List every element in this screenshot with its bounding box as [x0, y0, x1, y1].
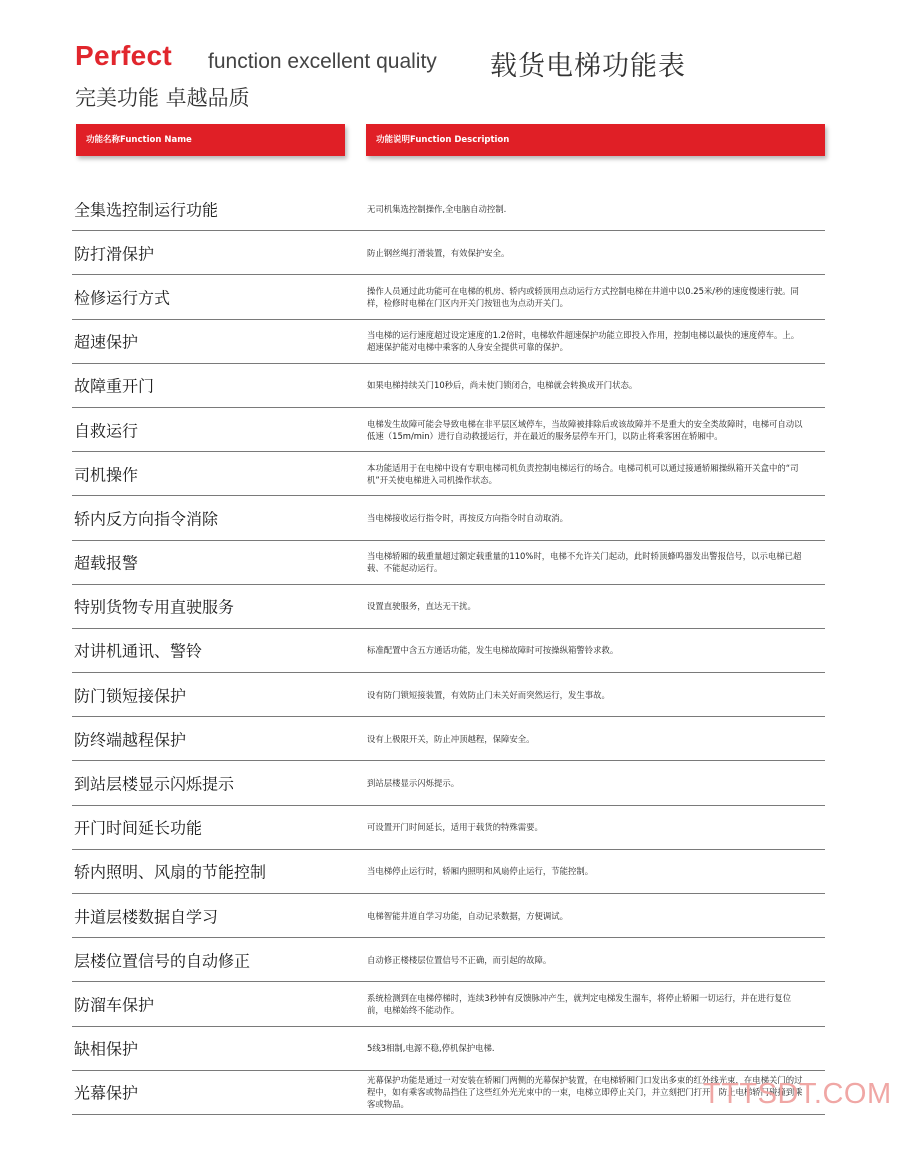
brand-tagline: function excellent quality: [208, 50, 437, 73]
table-row: [72, 761, 825, 805]
function-name: 到站层楼显示闪烁提示: [74, 774, 235, 794]
function-description: 标准配置中含五方通话功能，发生电梯故障时可按操纵箱警铃求救。: [367, 645, 619, 656]
function-name: 防打滑保护: [74, 244, 155, 264]
table-row: [72, 585, 825, 629]
function-description: 当电梯的运行速度超过设定速度的1.2倍时，电梯软件超速保护功能立即投入作用，控制电梯以最快的速度停车。上。超速保护能对电梯中乘客的人身安全提供可靠的保护。: [367, 330, 800, 353]
function-name: 轿内反方向指令消除: [74, 509, 219, 529]
function-name: 开门时间延长功能: [74, 818, 203, 838]
page-title: 载货电梯功能表: [490, 51, 686, 82]
table-row: [72, 320, 825, 364]
table-row: [72, 629, 825, 673]
brand-headline: Perfect: [75, 40, 173, 71]
page-subtitle: 完美功能 卓越品质: [75, 86, 250, 110]
function-description: 自动修正楼楼层位置信号不正确，而引起的故障。: [367, 954, 552, 965]
function-name: 井道层楼数据自学习: [74, 907, 219, 927]
function-description: 当电梯接收运行指令时，再按反方向指令时自动取消。: [367, 512, 568, 523]
table-row: [72, 1027, 825, 1071]
function-name: 层楼位置信号的自动修正: [74, 951, 251, 971]
function-name: 防终端越程保护: [74, 730, 187, 750]
function-description: 设有防门锁短接装置，有效防止门未关好而突然运行，发生事故。: [367, 689, 610, 700]
table-row: [72, 275, 825, 319]
function-description: 无司机集选控制操作,全电脑自动控制.: [367, 203, 507, 214]
table-row: [72, 541, 825, 585]
function-description: 防止钢丝绳打滑装置，有效保护安全。: [367, 247, 510, 258]
function-name: 司机操作: [74, 465, 139, 485]
column-header-description: 功能说明Function Description: [366, 124, 825, 156]
table-row: [72, 717, 825, 761]
function-name: 光幕保护: [74, 1083, 139, 1103]
function-name: 自救运行: [74, 421, 139, 441]
table-row: [72, 806, 825, 850]
column-header-name: 功能名称Function Name: [76, 124, 345, 156]
function-description: 可设置开门时间延长，适用于载货的特殊需要。: [367, 822, 543, 833]
table-row: [72, 982, 825, 1026]
function-description: 当电梯轿厢的载重量超过额定载重量的110%时，电梯不允许关门起动，此时轿顶蜂鸣器发出警报信号，以示电梯已超载、不能起动运行。: [367, 551, 802, 574]
table-row: [72, 673, 825, 717]
function-description: 如果电梯持续关门10秒后，尚未使门锁闭合，电梯就会转换成开门状态。: [367, 380, 638, 391]
table-row: [72, 452, 825, 496]
function-description: 操作人员通过此功能可在电梯的机房、轿内或轿顶用点动运行方式控制电梯在井道中以0.25米/秒的速度慢速行驶。同样，检修时电梯在门区内开关门按钮也为点动开关门。: [367, 285, 799, 308]
function-description: 电梯发生故障可能会导致电梯在非平层区域停车，当故障被排除后或该故障并不是重大的安全类故障时，电梯可自动以低速（15m/min）进行自动救援运行，并在最近的服务层停车开门，以防止将乘客困在轿厢中。: [367, 418, 803, 441]
function-description: 光幕保护功能是通过一对安装在轿厢门两侧的光幕保护装置，在电梯轿厢门口发出多束的红外线光束，在电梯关门的过程中，如有乘客或物品挡住了这些红外光光束中的一束，电梯立即停止关门，并立刻把门打开，防止电梯轿门碰撞到乘客或物品。: [367, 1075, 803, 1110]
table-row: [72, 364, 825, 408]
function-description: 本功能适用于在电梯中设有专职电梯司机负责控制电梯运行的场合。电梯司机可以通过接通轿厢操纵箱开关盒中的“司机”开关使电梯进入司机操作状态。: [367, 462, 799, 485]
function-description: 当电梯停止运行时，轿厢内照明和风扇停止运行，节能控制。: [367, 866, 594, 877]
watermark: TTTSDT.COM: [703, 1078, 892, 1110]
table-row: [72, 231, 825, 275]
function-name: 超载报警: [74, 553, 139, 573]
function-name: 故障重开门: [74, 376, 155, 396]
function-table: [72, 187, 825, 1115]
function-description: 电梯智能井道自学习功能，自动记录数据，方便调试。: [367, 910, 568, 921]
function-name: 缺相保护: [74, 1039, 139, 1059]
table-row: [72, 938, 825, 982]
table-row: [72, 187, 825, 231]
function-name: 防溜车保护: [74, 995, 155, 1015]
table-row: [72, 850, 825, 894]
function-name: 对讲机通讯、警铃: [74, 641, 203, 661]
function-name: 超速保护: [74, 332, 139, 352]
function-description: 设有上极限开关，防止冲顶越程，保障安全。: [367, 733, 535, 744]
function-name: 检修运行方式: [74, 288, 171, 308]
function-description: 系统检测到在电梯停梯时，连续3秒钟有反馈脉冲产生，就判定电梯发生溜车，将停止轿厢一切运行，并在进行复位前，电梯始终不能动作。: [367, 992, 792, 1015]
function-name: 特别货物专用直驶服务: [74, 597, 235, 617]
function-description: 设置直驶服务，直达无干扰。: [367, 601, 476, 612]
function-name: 防门锁短接保护: [74, 686, 187, 706]
table-row: [72, 408, 825, 452]
function-name: 轿内照明、风扇的节能控制: [74, 862, 267, 882]
function-name: 全集选控制运行功能: [74, 200, 219, 220]
function-description: 5线3相制,电源不稳,停机保护电梯.: [367, 1043, 495, 1054]
function-description: 到站层楼显示闪烁提示。: [367, 778, 460, 789]
table-row: [72, 894, 825, 938]
table-row: [72, 496, 825, 540]
